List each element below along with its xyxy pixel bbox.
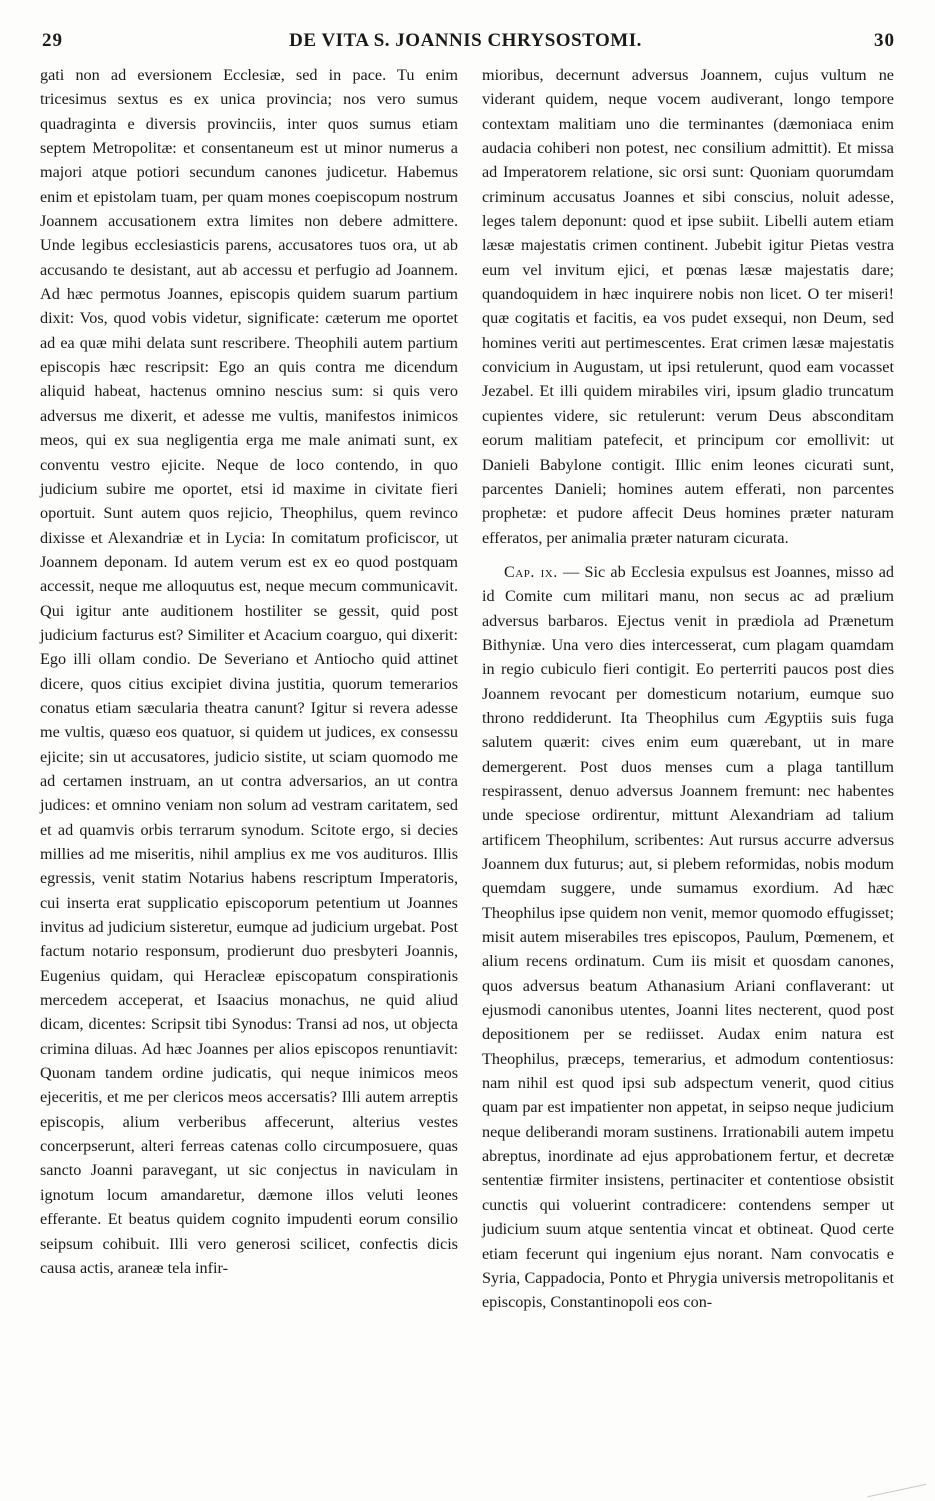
chapter-label: Cap. ix. <box>504 562 558 581</box>
scan-artifact-line <box>868 1484 927 1497</box>
page-number-right: 30 <box>874 30 895 51</box>
chapter-paragraph <box>482 560 894 1315</box>
page-header <box>28 30 903 56</box>
chapter-text: — Sic ab Ecclesia expulsus est Joannes, misso ad id Comite cum militari manu, non secus ac ad prælium adversus barbaros. Ejectus venit in prædiola ad Prænetum Bithyniæ. Una vero dies intercesserat, cum plagam quamdam in regio cubiculo fieri contigit. Eo perterriti paucos post dies Joannem revocant per domesticum notarium, eumque suo throno reddiderunt. Ita Theophilus cum Ægyptiis suis fuga salutem quærit: cives enim eum quærebant, ut in mare demergerent. Post duos menses cum a plaga tantillum respirassent, denuo adversus Joannem fremunt: nec habentes unde speciose ordirentur, mittunt Alexandriam ad talium artificem Theophilum, scribentes: Aut rursus accurre adversus Joannem dux futurus; aut, si plebem reformidas, nobis modum quemdam suggere, unde sumamus exordium. Ad hæc Theophilus ipse quidem non venit, memor quomodo effugisset; misit autem miserabiles tres episcopos, Paulum, Pœmenem, et alium recens ordinatum. Cum iis misit et quosdam canones, quos adversus beatum Athanasium Ariani conflaverant: ut ejusmodi canonibus utentes, Joanni lites necterent, quod post depositionem per se rediisset. Audax enim natura est Theophilus, præceps, temerarius, et admodum contentiosus: nam nihil est quod ipsi sub adspectum venerit, quod citius quam par est impatienter non appetat, in seipso neque judicium neque deliberandi moram sustinens. Irrationabili autem impetu abreptus, inordinate ad ejus approbationem fertur, et decretæ sententiæ firmiter insistens, pertinaciter et contentiose obsistit cunctis qui voluerint contradicere: contendens semper ut judicium suum atque sententia vincat et obtineat. Quod certe etiam fecerunt qui ingenium ejus norant. Nam convocatis e Syria, Cappadocia, Ponto et Phrygia universis metropolitanis et episcopis, Constantinopoli eos con- <box>482 562 895 1312</box>
left-paragraph: gati non ad eversionem Ecclesiæ, sed in pace. Tu enim tricesimus sextus es ex unica provincia; nos vero sumus quadraginta e diversis provinciis, inter quos sumus etiam septem Metropolitæ: et consentaneum est ut minor numerus a majori atque potiori secundum canones judicetur. Habemus enim et epistolam tuam, per quam mones coepiscopum nostrum Joannem accusationem extra limites non debere admittere. Unde legibus ecclesiasticis parens, accusatores tuos ora, ut ab accusando te desistant, aut ab accessu et perfugio ad Joannem. Ad hæc permotus Joannes, episcopis quidem suarum partium dixit: Vos, quod vobis videtur, significate: cæterum me oportet ad ea quæ mihi delata sunt rescribere. Theophili autem partium episcopis hæc rescripsit: Ego an quis contra me dicendum aliquid habeat, hactenus omnino nescius sum: si quis vero adversus me dixerit, et adesse me vultis, manifestos inimicos meos, qui ex sua negligentia erga me male animati sunt, ex conventu vestro ejicite. Neque de loco contendo, in quo judicium subire me oportet, etsi id maxime in civitate fieri oportuit. Sunt autem quos rejicio, Theophilus, quem revinco dixisse et Alexandriæ et in Lycia: In comitatum proficiscor, ut Joannem deponam. Id autem verum est ex eo quod postquam accessit, neque me alloquutus est, neque mecum communicavit. Qui igitur ante auditionem hostiliter se gessit, quid post judicium facturus est? Similiter et Acacium coarguo, qui dixerit: Ego illi ollam condio. De Severiano et Antiocho quid attinet dicere, quos citius excipiet divina justitia, quorum temerarios conatus etiam sæcularia theatra canunt? Igitur si revera adesse me vultis, quæso eos quatuor, si quidem ut judices, ex consessu ejicite; sin ut accusatores, judicio sistite, ut sciam quomodo me ad certamen instruam, an ut contra adversarios, an ut contra judices: et omnino veniam non solum ad vestram caritatem, sed et ad quamvis orbis terrarum synodum. Scitote ergo, si decies millies ad me miseritis, nihil amplius ex me vos audituros. Illis egressis, venit statim Notarius habens rescriptum Imperatoris, cui inserta erat supplicatio episcoporum petentium ut Joannes invitus ad judicium sisteretur, eumque ad judicium urgebat. Post factum notario responsum, prodierunt duo presbyteri Joannis, Eugenius quidam, qui Heracleæ episcopatum conspirationis mercedem acceperat, et Isaacius monachus, ne quid aliud dicam, dicentes: Scripsit tibi Synodus: Transi ad nos, ut objecta crimina diluas. Ad hæc Joannes per alios episcopos renuntiavit: Quonam tandem ordine judicatis, qui neque inimicos meos ejeceritis, et me per clericos meos accersatis? Illi autem arreptis episcopis, alium verberibus affecerunt, alterius vestes concerpserunt, alteri ferreas catenas collo circumposuere, quas sancto Joanni paravegant, ut sic conjectus in naviculam in ignotum locum amandaretur, dæmone illos veluti leones efferante. Et beatus quidem cognito impudenti eorum consilio seipsum cohibuit. Illi vero generosi scilicet, confectis dicis causa actis, araneæ tela infir- <box>40 66 458 1277</box>
right-paragraph: mioribus, decernunt adversus Joannem, cujus vultum ne viderant quidem, neque vocem audiverant, longo tempore contextam malitiam uno die terminantes (dæmoniaca enim audacia cohiberi non potest, nec consilium admittit). Et missa ad Imperatorem relatione, sic orsi sunt: Quoniam quorumdam criminum accusatus Joannes et sibi conscius, noluit adesse, leges talem deponunt: quod et ipse subiit. Libelli autem etiam læsæ majestatis crimen continent. Jubebit igitur Pietas vestra eum vel invitum ejici, et pœnas læsæ majestatis dare; quandoquidem in hæc inquirere nobis non licet. O ter miseri! quæ cogitatis et facitis, ea vos pudet exsequi, non Deum, sed homines veriti aut pertimescentes. Erat crimen læsæ majestatis convicium in Augustam, ut ipsi retulerunt, quod eam vocasset Jezabel. Et illi quidem mirabiles viri, ipsum gladio truncatum cupientes videre, sic retulerunt: verum Deus absconditam eorum malitiam patefecit, et principum cor emollivit: ut Danieli Babylone contigit. Illic enim leones cicurati sunt, parcentes Danieli; homines autem efferati, non parcentes prophetæ: et pudore affecit Deus homines præter naturam efferatos, per animalia præter naturam cicurata. <box>482 66 894 547</box>
running-title: DE VITA S. JOANNIS CHRYSOSTOMI. <box>289 30 642 51</box>
left-column <box>40 63 458 1280</box>
page-number-left: 29 <box>42 30 63 51</box>
right-column <box>482 63 894 1315</box>
